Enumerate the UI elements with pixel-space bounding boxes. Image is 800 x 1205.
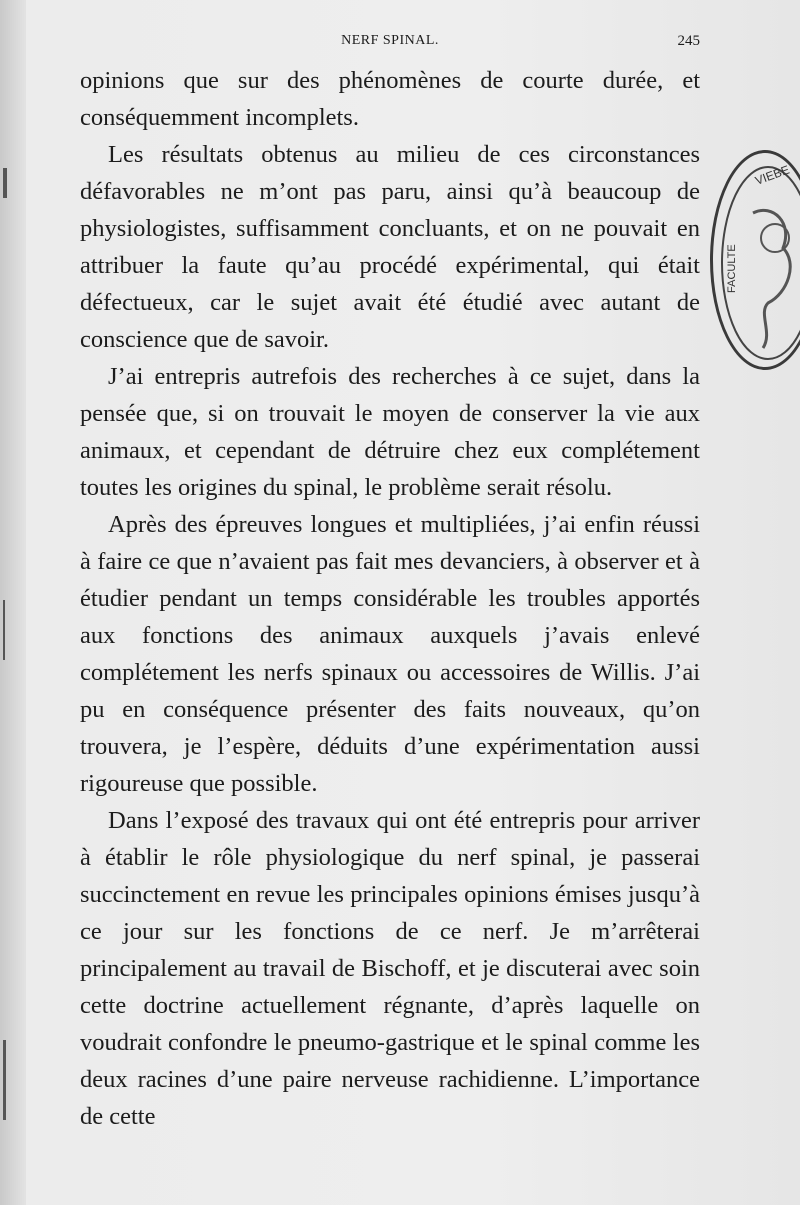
paragraph: Après des épreuves longues et multipliées, j’ai enfin réussi à faire ce que n’avaient pas fait mes devanciers, à observer et à étudier pendant un temps considérable les troubles apportés aux fonctions des animaux auxquels j’avais enlevé complétement les nerfs spinaux ou accessoires de Willis. J’ai pu en conséquence présenter des faits nouveaux, qu’on trouvera, je l’espère, déduits d’une expérimentation aussi rigoureuse que possible. (80, 511, 700, 797)
paragraph: opinions que sur des phénomènes de courte durée, et conséquemment incomplets. (80, 67, 700, 131)
body-text (80, 62, 700, 1135)
paragraph: Dans l’exposé des travaux qui ont été entrepris pour arriver à établir le rôle physiologique du nerf spinal, je passerai succinctement en revue les principales opinions émises jusqu’à ce jour sur les fonctions de ce nerf. Je m’arrêterai principalement au travail de Bischoff, et je discuterai avec soin cette doctrine actuellement régnante, d’après laquelle on voudrait confondre le pneumo-gastrique et le spinal comme les deux racines d’une paire nerveuse rachidienne. L’importance de cette (80, 807, 700, 1130)
stamp-text-top: VIEBE (753, 162, 792, 188)
running-title: NERF SPINAL. (341, 33, 439, 48)
paragraph: J’ai entrepris autrefois des recherches à ce sujet, dans la pensée que, si on trouvait le moyen de conserver la vie aux animaux, et cependant de détruire chez eux complétement toutes les origines du spinal, le problème serait résolu. (80, 363, 700, 501)
margin-mark (3, 600, 5, 660)
margin-mark (3, 168, 7, 198)
stamp-seal-icon (713, 153, 800, 370)
page-number: 245 (677, 33, 700, 49)
running-head (80, 33, 700, 53)
margin-mark (3, 1040, 6, 1120)
paragraph: Les résultats obtenus au milieu de ces circonstances défavorables ne m’ont pas paru, ainsi qu’à beaucoup de physiologistes, suffisamment concluants, et on ne pouvait en attribuer la faute qu’au procédé expérimental, qui était défectueux, car le sujet avait été étudié avec autant de conscience que de savoir. (80, 141, 700, 353)
library-stamp (710, 150, 800, 370)
stamp-text-side: FACULTE (726, 244, 738, 293)
